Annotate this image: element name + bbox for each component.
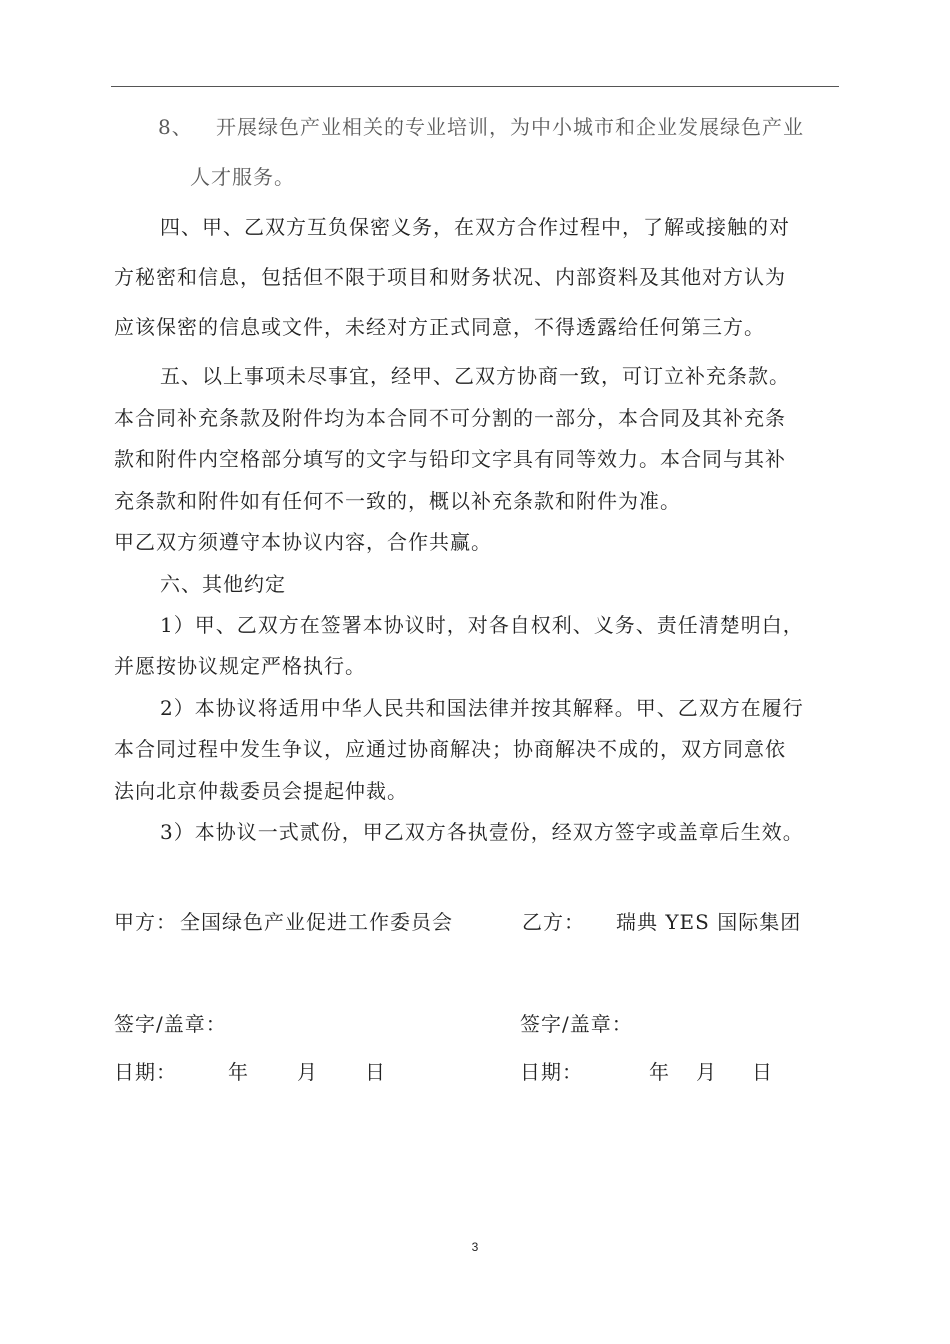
party-b-date-label: 日期：: [520, 1060, 583, 1084]
clause-4-line-3: 应该保密的信息或文件，未经对方正式同意，不得透露给任何第三方。: [114, 315, 765, 339]
clause-6-item-3-line-1: 3）本协议一式贰份，甲乙双方各执壹份，经双方签字或盖章后生效。: [160, 820, 804, 844]
party-b-month: 月: [696, 1060, 717, 1084]
party-a-month: 月: [297, 1060, 318, 1084]
clause-6-heading: 六、其他约定: [160, 572, 286, 596]
party-b-name: 瑞典 YES 国际集团: [616, 910, 802, 934]
clause-5-line-1: 五、以上事项未尽事宜，经甲、乙双方协商一致，可订立补充条款。: [160, 364, 790, 388]
party-a-label: 甲方：: [114, 910, 177, 934]
clause-6-item-2-line-1: 2）本协议将适用中华人民共和国法律并按其解释。甲、乙双方在履行: [160, 696, 804, 720]
item-8-line-2: 人才服务。: [190, 165, 295, 189]
clause-4-line-2: 方秘密和信息，包括但不限于项目和财务状况、内部资料及其他对方认为: [114, 265, 786, 289]
header-rule: [111, 86, 839, 87]
party-b-year: 年: [649, 1060, 670, 1084]
party-a-name: 全国绿色产业促进工作委员会: [180, 910, 453, 934]
party-b-label: 乙方：: [522, 910, 585, 934]
clause-5-line-3: 款和附件内空格部分填写的文字与铅印文字具有同等效力。本合同与其补: [114, 447, 786, 471]
clause-6-item-2-line-3: 法向北京仲裁委员会提起仲裁。: [114, 779, 408, 803]
party-b-sign-label: 签字/盖章：: [520, 1012, 633, 1036]
clause-4-line-1: 四、甲、乙双方互负保密义务，在双方合作过程中，了解或接触的对: [160, 215, 790, 239]
clause-6-item-1-line-1: 1）甲、乙双方在签署本协议时，对各自权利、义务、责任清楚明白，: [160, 613, 804, 637]
party-a-year: 年: [228, 1060, 249, 1084]
item-8-line-1: 开展绿色产业相关的专业培训，为中小城市和企业发展绿色产业: [216, 115, 804, 139]
party-b-day: 日: [752, 1060, 773, 1084]
item-8-number: 8、: [158, 115, 193, 139]
clause-5-line-5: 甲乙双方须遵守本协议内容，合作共赢。: [114, 530, 492, 554]
party-a-date-label: 日期：: [114, 1060, 177, 1084]
clause-5-line-2: 本合同补充条款及附件均为本合同不可分割的一部分，本合同及其补充条: [114, 406, 786, 430]
page-number: 3: [471, 1240, 479, 1254]
party-a-day: 日: [365, 1060, 386, 1084]
party-a-sign-label: 签字/盖章：: [114, 1012, 227, 1036]
clause-6-item-2-line-2: 本合同过程中发生争议，应通过协商解决；协商解决不成的，双方同意依: [114, 737, 786, 761]
clause-6-item-1-line-2: 并愿按协议规定严格执行。: [114, 654, 366, 678]
clause-5-line-4: 充条款和附件如有任何不一致的，概以补充条款和附件为准。: [114, 489, 681, 513]
